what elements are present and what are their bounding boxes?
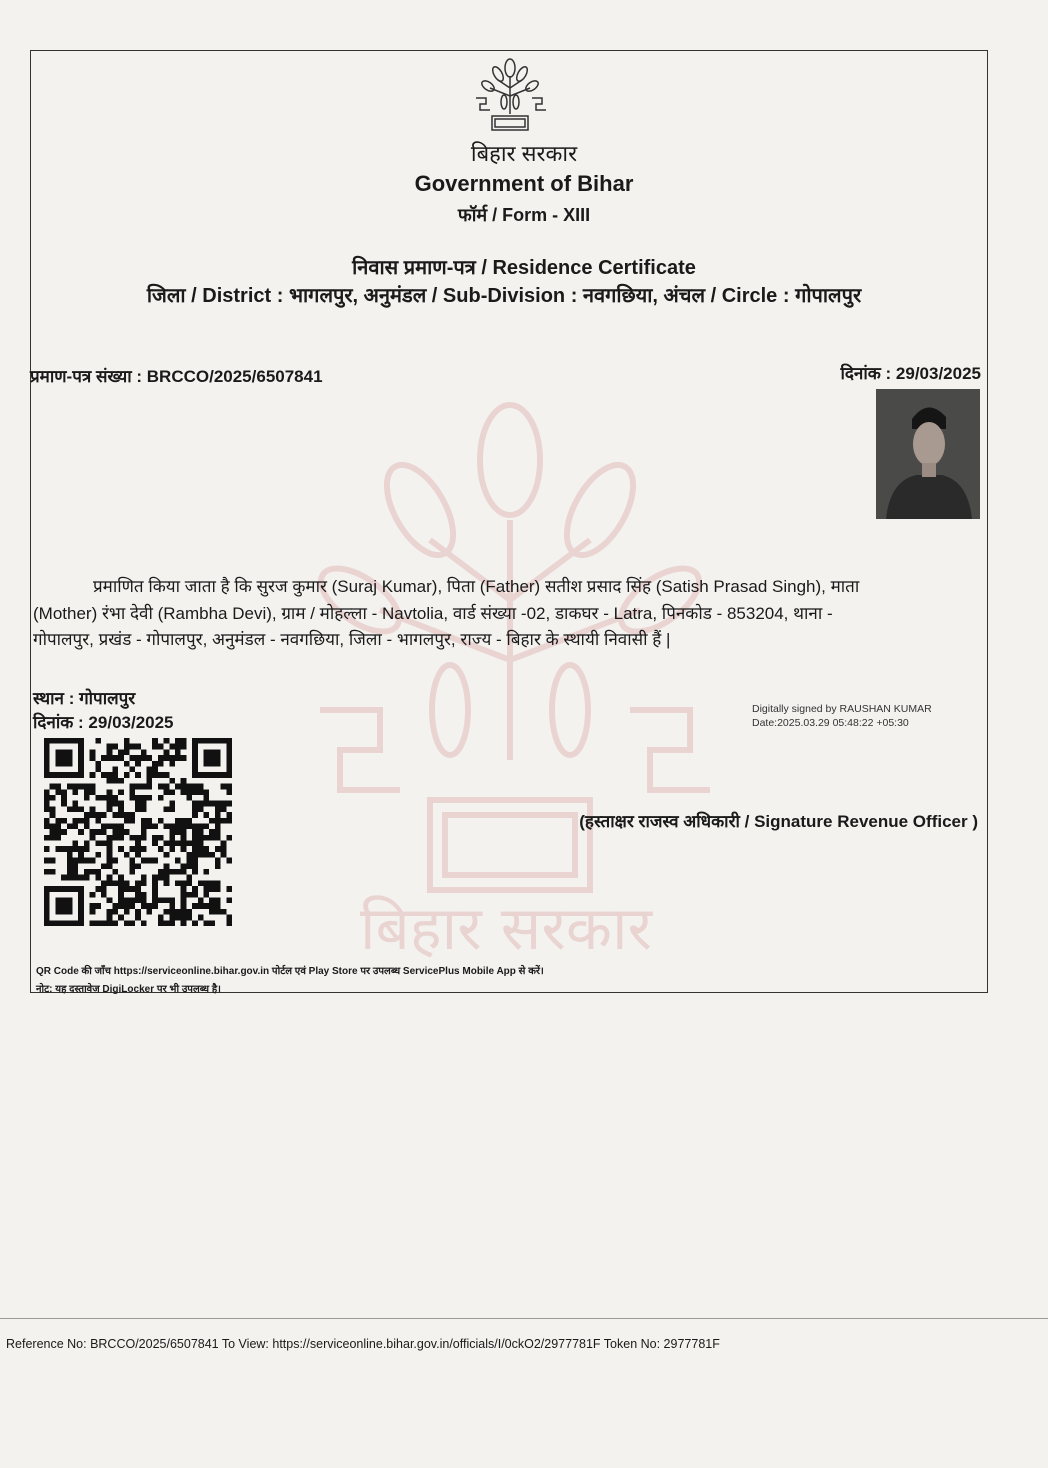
gov-english: Government of Bihar xyxy=(414,171,634,196)
digital-signature-line1: Digitally signed by RAUSHAN KUMAR xyxy=(752,703,932,715)
qr-code[interactable] xyxy=(40,738,236,926)
certificate-date xyxy=(840,361,981,384)
form-number: फॉर्म / Form - XIII xyxy=(457,205,591,225)
footer-divider xyxy=(0,1318,1048,1319)
digital-signature-line2: Date:2025.03.29 05:48:22 +05:30 xyxy=(752,717,909,729)
certificate-number-label: प्रमाण-पत्र संख्या : xyxy=(30,367,147,386)
body-line-2: (Mother) रंभा देवी (Rambha Devi), ग्राम / मोहल्ला - Navtolia, वार्ड संख्या -02, डाकघर - Latra, पिनकोड - 853204, थाना - xyxy=(33,604,833,623)
signature-label: (हस्ताक्षर राजस्व अधिकारी / Signature Revenue Officer ) xyxy=(579,812,978,831)
certificate-date-label: दिनांक : xyxy=(840,364,896,383)
gov-hindi: बिहार सरकार xyxy=(470,141,578,166)
district-line: जिला / District : भागलपुर, अनुमंडल / Sub-Division : नवगछिया, अंचल / Circle : गोपालपुर xyxy=(146,285,862,307)
certificate-title: निवास प्रमाण-पत्र / Residence Certificate xyxy=(352,257,696,279)
watermark-emblem-icon xyxy=(300,400,720,960)
bihar-emblem-icon xyxy=(470,56,550,134)
body-line-1: प्रमाणित किया जाता है कि सुरज कुमार (Suraj Kumar), पिता (Father) सतीश प्रसाद सिंह (Satish Prasad Singh), माता xyxy=(93,577,860,596)
body-line-3: गोपालपुर, प्रखंड - गोपालपुर, अनुमंडल - नवगछिया, जिला - भागलपुर, राज्य - बिहार के स्थायी निवासी हैं | xyxy=(33,630,671,649)
certificate-number xyxy=(30,364,323,387)
certificate-date-value: 29/03/2025 xyxy=(895,364,981,383)
place: स्थान : गोपालपुर xyxy=(33,689,136,708)
place-date: दिनांक : 29/03/2025 xyxy=(33,713,174,732)
digilocker-note: नोट: यह दस्तावेज DigiLocker पर भी उपलब्ध है। xyxy=(36,984,221,995)
qr-note: QR Code की जाँच https://serviceonline.bihar.gov.in पोर्टल एवं Play Store पर उपलब्ध ServicePlus Mobile App से करें। xyxy=(36,966,544,977)
watermark-text: बिहार सरकार xyxy=(360,894,653,964)
certificate-number-value: BRCCO/2025/6507841 xyxy=(146,367,323,386)
footer-reference: Reference No: BRCCO/2025/6507841 To View: https://serviceonline.bihar.gov.in/officials/I/0ckO2/2977781F Token No: 2977781F xyxy=(6,1337,720,1351)
applicant-photo xyxy=(876,389,980,519)
